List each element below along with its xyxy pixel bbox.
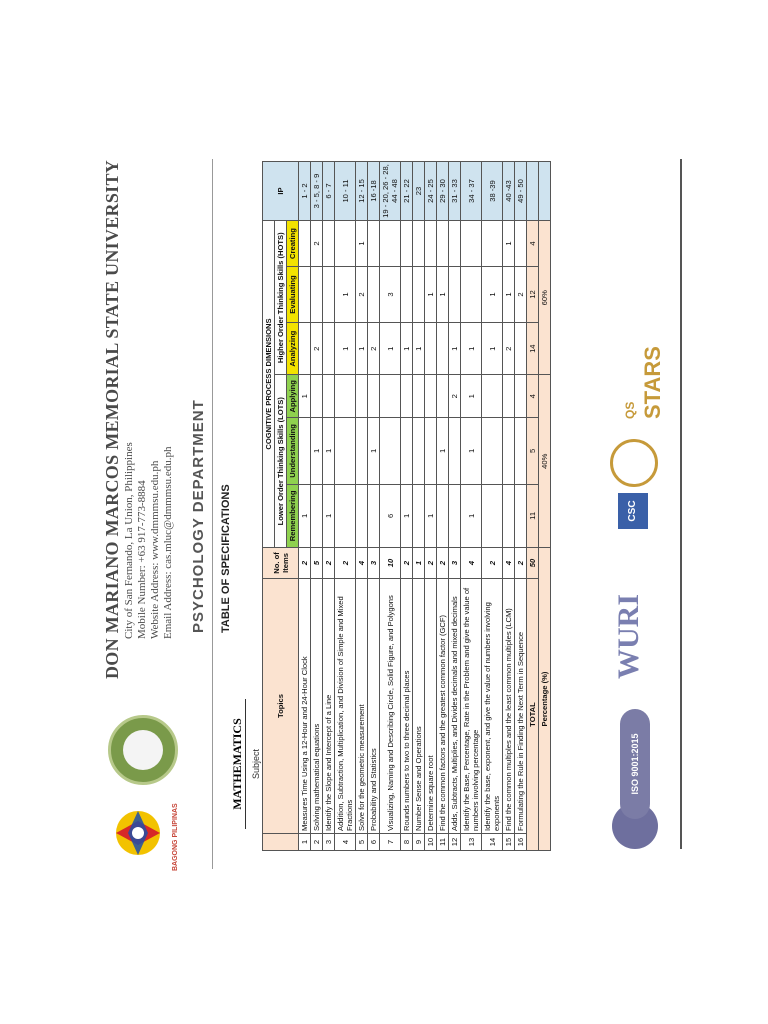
remembering-cell [356, 484, 368, 547]
understanding-cell [380, 418, 401, 485]
analyzing-cell [425, 322, 437, 375]
creating-cell [401, 221, 413, 267]
creating-cell [413, 221, 425, 267]
applying-cell: 1 [461, 375, 482, 418]
understanding-cell: 1 [323, 418, 335, 485]
understanding-cell [449, 418, 461, 485]
qs-stars-badge [614, 329, 665, 419]
topic-cell: Addition, Subtraction, Multiplication, and Division of Simple and Mixed Fractions [335, 579, 356, 834]
topic-cell: Rounds numbers to two to three decimal places [401, 579, 413, 834]
subject-value: MATHEMATICS [230, 699, 246, 829]
items-cell: 2 [335, 548, 356, 579]
creating-header: Creating [287, 221, 299, 267]
evaluating-cell: 3 [380, 267, 401, 323]
topic-cell: Find the common factors and the greatest common factor (GCF) [437, 579, 449, 834]
applying-cell [356, 375, 368, 418]
ip-cell: 3 - 5, 8 - 9 [311, 162, 323, 221]
applying-cell [413, 375, 425, 418]
analyzing-cell: 2 [311, 322, 323, 375]
topic-cell: Identify the base, exponent, and give the value of numbers involving exponents [482, 579, 503, 834]
table-row [299, 162, 311, 851]
creating-cell [515, 221, 527, 267]
row-number: 14 [482, 834, 503, 851]
applying-cell [323, 375, 335, 418]
creating-cell: 2 [311, 221, 323, 267]
topic-cell: Number Sense and Operations [413, 579, 425, 834]
ip-cell: 49 - 50 [515, 162, 527, 221]
items-cell: 1 [413, 548, 425, 579]
remembering-header: Remembering [287, 484, 299, 547]
ip-cell: 1 - 2 [299, 162, 311, 221]
evaluating-cell [311, 267, 323, 323]
understanding-cell: 1 [437, 418, 449, 485]
row-number: 4 [335, 834, 356, 851]
total-remembering: 11 [527, 484, 539, 547]
row-number: 6 [368, 834, 380, 851]
row-number: 3 [323, 834, 335, 851]
row-number: 16 [515, 834, 527, 851]
table-row [461, 162, 482, 851]
remembering-cell: 1 [425, 484, 437, 547]
topic-cell: Find the common multiples and the least common multiples (LCM) [503, 579, 515, 834]
row-number: 9 [413, 834, 425, 851]
items-cell: 10 [380, 548, 401, 579]
remembering-cell: 1 [461, 484, 482, 547]
qs-label: QS [623, 401, 637, 419]
document-page [100, 129, 680, 889]
university-website: Website Address: www.dmmmsu.edu.ph [149, 460, 161, 639]
total-label: TOTAL [527, 579, 539, 851]
applying-cell [482, 375, 503, 418]
applying-cell [401, 375, 413, 418]
bagong-pilipinas-text: BAGONG PILIPINAS [172, 803, 179, 871]
items-cell: 2 [482, 548, 503, 579]
ip-cell: 34 - 37 [461, 162, 482, 221]
university-info [102, 139, 175, 679]
items-cell: 2 [401, 548, 413, 579]
remembering-cell [311, 484, 323, 547]
analyzing-header: Analyzing [287, 322, 299, 375]
items-cell: 4 [503, 548, 515, 579]
understanding-cell [401, 418, 413, 485]
analyzing-cell: 2 [503, 322, 515, 375]
row-number: 1 [299, 834, 311, 851]
remembering-cell [515, 484, 527, 547]
topic-cell: Solve for the geometric measurement [356, 579, 368, 834]
total-evaluating: 12 [527, 267, 539, 323]
row-number: 8 [401, 834, 413, 851]
topic-cell: Adds, Subtracts, Multiplies, and Divides decimals and mixed decimals [449, 579, 461, 834]
applying-cell [515, 375, 527, 418]
items-cell: 5 [311, 548, 323, 579]
university-mobile: Mobile Number: +63 917-773-8884 [136, 480, 148, 639]
ip-cell: 21 - 22 [401, 162, 413, 221]
ip-cell: 10 - 11 [335, 162, 356, 221]
document-title: TABLE OF SPECIFICATIONS [220, 484, 232, 633]
items-cell: 2 [323, 548, 335, 579]
hots-header: Higher Order Thinking Skills (HOTS) [275, 221, 287, 375]
remembering-cell: 1 [323, 484, 335, 547]
table-row [503, 162, 515, 851]
analyzing-cell: 2 [368, 322, 380, 375]
table-row [515, 162, 527, 851]
understanding-cell [413, 418, 425, 485]
topic-cell: Identify the Base, Percentage, Rate in the Problem and give the value of numbers involving percentage [461, 579, 482, 834]
topic-cell: Determine square root [425, 579, 437, 834]
table-row [449, 162, 461, 851]
creating-cell [368, 221, 380, 267]
table-body [299, 162, 527, 851]
university-name: DON MARIANO MARCOS MEMORIAL STATE UNIVERSITY [102, 159, 122, 679]
applying-cell [380, 375, 401, 418]
remembering-cell [368, 484, 380, 547]
header-divider [212, 159, 213, 869]
total-understanding: 5 [527, 418, 539, 485]
analyzing-cell: 1 [380, 322, 401, 375]
topic-cell: Visualizing, Naming and Describing Circle, Solid Figure, and Polygons [380, 579, 401, 834]
understanding-cell [515, 418, 527, 485]
topic-cell: Formulating the Rule in Finding the Next Term in Sequence [515, 579, 527, 834]
analyzing-cell: 1 [401, 322, 413, 375]
items-cell: 2 [425, 548, 437, 579]
creating-cell [299, 221, 311, 267]
accreditation-footer [600, 159, 670, 849]
total-creating: 4 [527, 221, 539, 267]
bagong-pilipinas-logo [110, 797, 174, 869]
row-number: 2 [311, 834, 323, 851]
analyzing-cell: 1 [482, 322, 503, 375]
analyzing-cell: 1 [413, 322, 425, 375]
percentage-ip [539, 162, 551, 221]
understanding-cell: 1 [311, 418, 323, 485]
creating-cell [335, 221, 356, 267]
creating-cell [482, 221, 503, 267]
iso-badge: ISO 9001:2015 [620, 709, 650, 819]
ip-cell: 19 - 20, 26 - 28, 44 - 48 [380, 162, 401, 221]
understanding-cell [299, 418, 311, 485]
row-number: 10 [425, 834, 437, 851]
creating-cell [461, 221, 482, 267]
creating-cell [425, 221, 437, 267]
bronze-award-icon [610, 439, 658, 487]
ip-cell: 16 -18 [368, 162, 380, 221]
remembering-cell: 1 [299, 484, 311, 547]
university-address: City of San Fernando, La Union, Philippines [123, 442, 135, 639]
evaluating-cell [401, 267, 413, 323]
understanding-cell [356, 418, 368, 485]
items-cell: 4 [356, 548, 368, 579]
remembering-cell [335, 484, 356, 547]
table-row [413, 162, 425, 851]
cpd-header: COGNITIVE PROCESS DIMENSIONS [263, 221, 275, 548]
remembering-cell: 1 [401, 484, 413, 547]
evaluating-cell [413, 267, 425, 323]
university-seal [108, 715, 178, 785]
ip-cell: 38 -39 [482, 162, 503, 221]
table-row [437, 162, 449, 851]
understanding-cell [425, 418, 437, 485]
table-row [356, 162, 368, 851]
applying-header: Applying [287, 375, 299, 418]
table-row [323, 162, 335, 851]
topic-cell: Identify the Slope and Intercept of a Line [323, 579, 335, 834]
evaluating-cell [323, 267, 335, 323]
ip-cell: 29 - 30 [437, 162, 449, 221]
creating-cell [449, 221, 461, 267]
ip-cell: 24 - 25 [425, 162, 437, 221]
topics-header: Topics [263, 579, 299, 834]
topic-cell: Probability and Statistics [368, 579, 380, 834]
footer-divider [680, 159, 682, 849]
analyzing-cell [299, 322, 311, 375]
remembering-cell [437, 484, 449, 547]
items-cell: 4 [461, 548, 482, 579]
analyzing-cell: 1 [356, 322, 368, 375]
row-number: 7 [380, 834, 401, 851]
items-header: No. of Items [263, 548, 299, 579]
evaluating-header: Evaluating [287, 267, 299, 323]
ip-cell: 40 -43 [503, 162, 515, 221]
total-ip [527, 162, 539, 221]
evaluating-cell: 1 [482, 267, 503, 323]
topic-cell: Solving mathematical equations [311, 579, 323, 834]
table-row [380, 162, 401, 851]
analyzing-cell [515, 322, 527, 375]
creating-cell [380, 221, 401, 267]
understanding-cell: 1 [368, 418, 380, 485]
subject-block [230, 699, 264, 829]
ip-header: IP [263, 162, 299, 221]
analyzing-cell: 1 [449, 322, 461, 375]
total-analyzing: 14 [527, 322, 539, 375]
analyzing-cell [437, 322, 449, 375]
items-cell: 2 [299, 548, 311, 579]
remembering-cell [413, 484, 425, 547]
total-applying: 4 [527, 375, 539, 418]
evaluating-cell: 1 [335, 267, 356, 323]
applying-cell [503, 375, 515, 418]
table-row [482, 162, 503, 851]
applying-cell [425, 375, 437, 418]
applying-cell [335, 375, 356, 418]
row-number: 13 [461, 834, 482, 851]
row-number: 5 [356, 834, 368, 851]
ip-cell: 12 - 15 [356, 162, 368, 221]
specifications-table [262, 161, 551, 851]
evaluating-cell [299, 267, 311, 323]
items-cell: 2 [437, 548, 449, 579]
items-cell: 3 [449, 548, 461, 579]
department-title: PSYCHOLOGY DEPARTMENT [190, 399, 207, 633]
table-row [311, 162, 323, 851]
hots-percentage: 60% [539, 221, 551, 375]
evaluating-cell [461, 267, 482, 323]
ip-cell: 6 - 7 [323, 162, 335, 221]
evaluating-cell [368, 267, 380, 323]
row-number-header [263, 834, 299, 851]
creating-cell [437, 221, 449, 267]
letterhead [100, 129, 190, 889]
percentage-label: Percentage (%) [539, 548, 551, 851]
evaluating-cell: 1 [503, 267, 515, 323]
remembering-cell [482, 484, 503, 547]
wuri-badge: WURI [612, 593, 645, 679]
table-row [425, 162, 437, 851]
items-cell: 2 [515, 548, 527, 579]
row-number: 15 [503, 834, 515, 851]
evaluating-cell: 2 [356, 267, 368, 323]
evaluating-cell: 1 [437, 267, 449, 323]
remembering-cell [503, 484, 515, 547]
creating-cell [323, 221, 335, 267]
table-row [401, 162, 413, 851]
subject-label: Subject [251, 748, 261, 780]
understanding-header: Understanding [287, 418, 299, 485]
analyzing-cell [323, 322, 335, 375]
understanding-cell: 1 [461, 418, 482, 485]
table-row [335, 162, 356, 851]
remembering-cell: 6 [380, 484, 401, 547]
row-number: 12 [449, 834, 461, 851]
ip-cell: 23 [413, 162, 425, 221]
evaluating-cell [449, 267, 461, 323]
applying-cell: 1 [299, 375, 311, 418]
evaluating-cell: 1 [425, 267, 437, 323]
creating-cell: 1 [356, 221, 368, 267]
stars-label: STARS [640, 346, 665, 419]
analyzing-cell: 1 [335, 322, 356, 375]
applying-cell: 2 [449, 375, 461, 418]
university-email: Email Address: cas.mluc@dmmmsu.edu.ph [162, 446, 174, 639]
evaluating-cell: 2 [515, 267, 527, 323]
lots-header: Lower Order Thinking Skills (LOTS) [275, 375, 287, 548]
topic-cell: Measures Time Using a 12-Hour and 24-Hour Clock [299, 579, 311, 834]
analyzing-cell: 1 [461, 322, 482, 375]
understanding-cell [503, 418, 515, 485]
table-row [368, 162, 380, 851]
row-number: 11 [437, 834, 449, 851]
understanding-cell [335, 418, 356, 485]
csc-badge: CSC [618, 493, 648, 529]
applying-cell [311, 375, 323, 418]
remembering-cell [449, 484, 461, 547]
total-items: 50 [527, 548, 539, 579]
items-cell: 3 [368, 548, 380, 579]
understanding-cell [482, 418, 503, 485]
lots-percentage: 40% [539, 375, 551, 548]
ip-cell: 31 - 33 [449, 162, 461, 221]
applying-cell [437, 375, 449, 418]
creating-cell: 1 [503, 221, 515, 267]
applying-cell [368, 375, 380, 418]
